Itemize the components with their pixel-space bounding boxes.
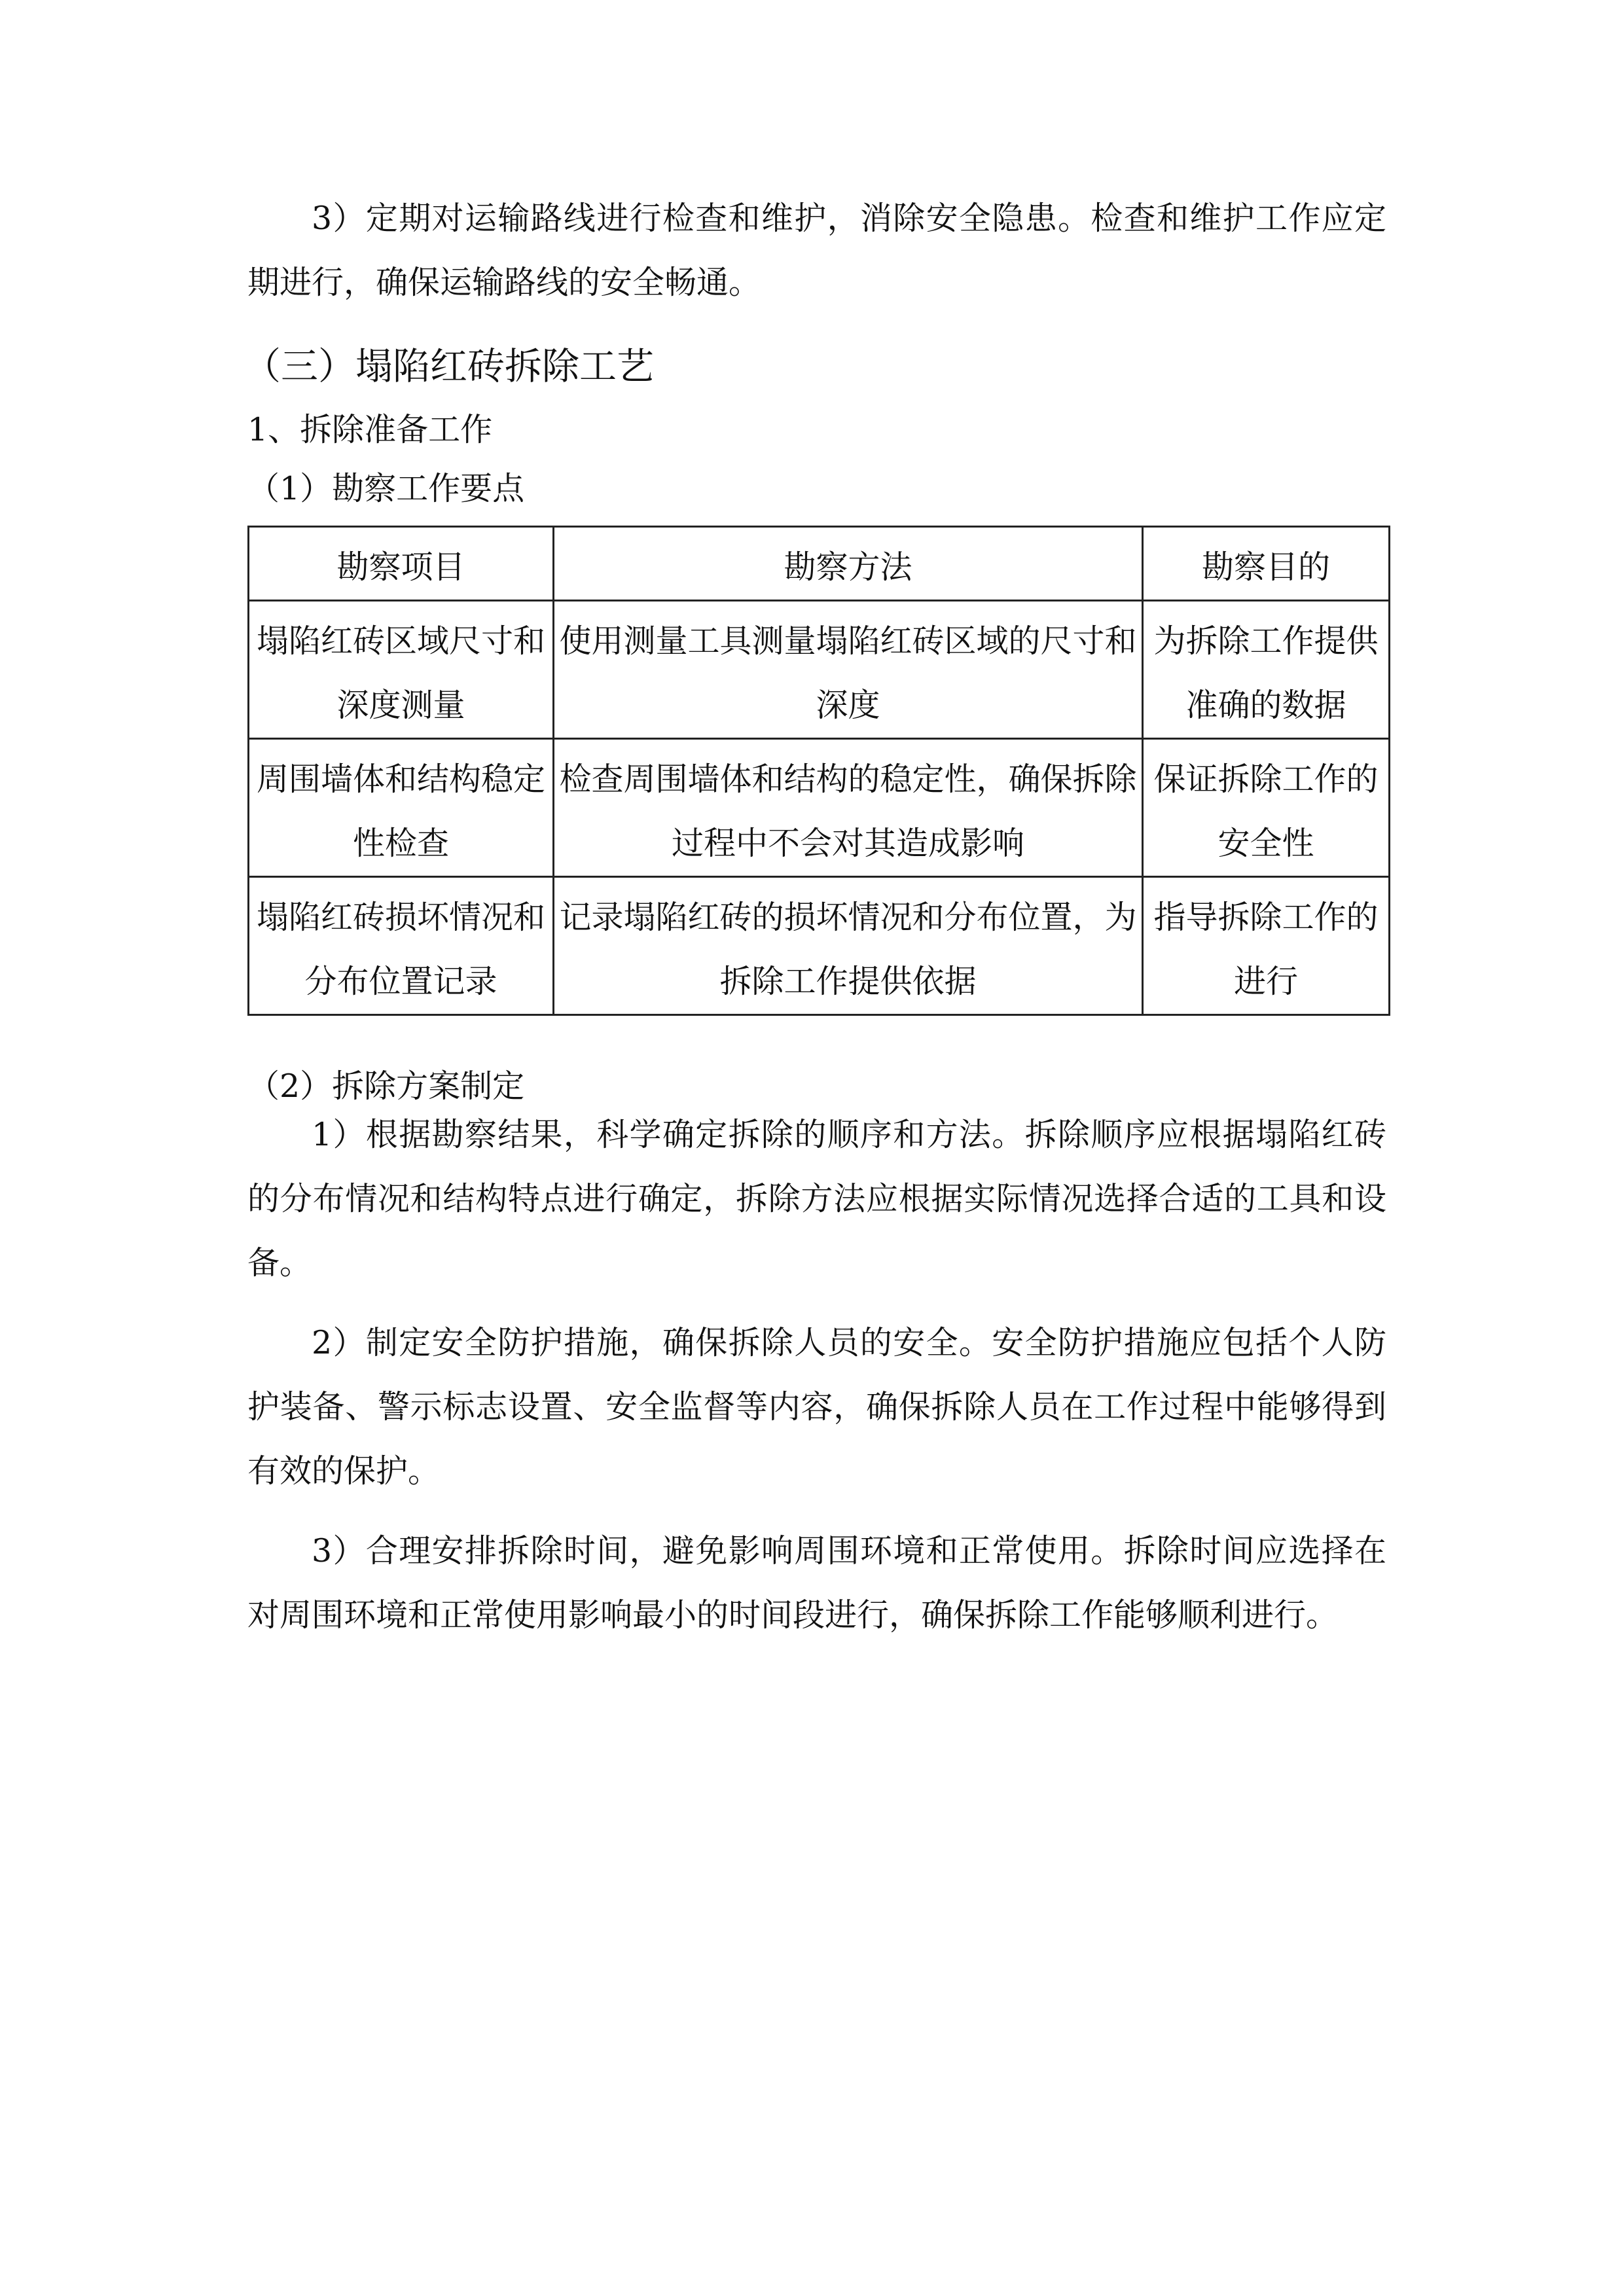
transport-route-paragraph: 3）定期对运输路线进行检查和维护，消除安全隐患。检查和维护工作应定期进行，确保运输路线的安全畅通。	[247, 200, 1386, 301]
table-cell-purpose: 为拆除工作提供准确的数据	[1143, 601, 1390, 739]
table-cell-purpose: 指导拆除工作的进行	[1143, 877, 1390, 1015]
plan-item-1: 1）根据勘察结果，科学确定拆除的顺序和方法。拆除顺序应根据塌陷红砖的分布情况和结构特点进行确定，拆除方法应根据实际情况选择合适的工具和设备。	[247, 1116, 1386, 1282]
subsection-title: 1、拆除准备工作	[247, 411, 493, 448]
header-survey-item: 勘察项目	[249, 527, 554, 601]
table-row	[249, 877, 1390, 1015]
table-row	[249, 601, 1390, 739]
header-survey-method: 勘察方法	[554, 527, 1143, 601]
survey-points-title: （1）勘察工作要点	[247, 470, 525, 507]
table-cell-item: 塌陷红砖区域尺寸和深度测量	[249, 601, 554, 739]
section-heading: （三）塌陷红砖拆除工艺	[244, 345, 654, 388]
survey-table	[247, 526, 1390, 1016]
header-survey-purpose: 勘察目的	[1143, 527, 1390, 601]
table-header-row	[249, 527, 1390, 601]
table-cell-purpose: 保证拆除工作的安全性	[1143, 739, 1390, 877]
table-cell-item: 塌陷红砖损坏情况和分布位置记录	[249, 877, 554, 1015]
demolition-plan-title: （2）拆除方案制定	[247, 1067, 525, 1105]
table-cell-method: 记录塌陷红砖的损坏情况和分布位置，为拆除工作提供依据	[554, 877, 1143, 1015]
plan-item-3: 3）合理安排拆除时间，避免影响周围环境和正常使用。拆除时间应选择在对周围环境和正常使用影响最小的时间段进行，确保拆除工作能够顺利进行。	[247, 1532, 1386, 1634]
table-row	[249, 739, 1390, 877]
table-cell-method: 使用测量工具测量塌陷红砖区域的尺寸和深度	[554, 601, 1143, 739]
table-cell-method: 检查周围墙体和结构的稳定性，确保拆除过程中不会对其造成影响	[554, 739, 1143, 877]
table-cell-item: 周围墙体和结构稳定性检查	[249, 739, 554, 877]
plan-item-2: 2）制定安全防护措施，确保拆除人员的安全。安全防护措施应包括个人防护装备、警示标志设置、安全监督等内容，确保拆除人员在工作过程中能够得到有效的保护。	[247, 1324, 1386, 1490]
